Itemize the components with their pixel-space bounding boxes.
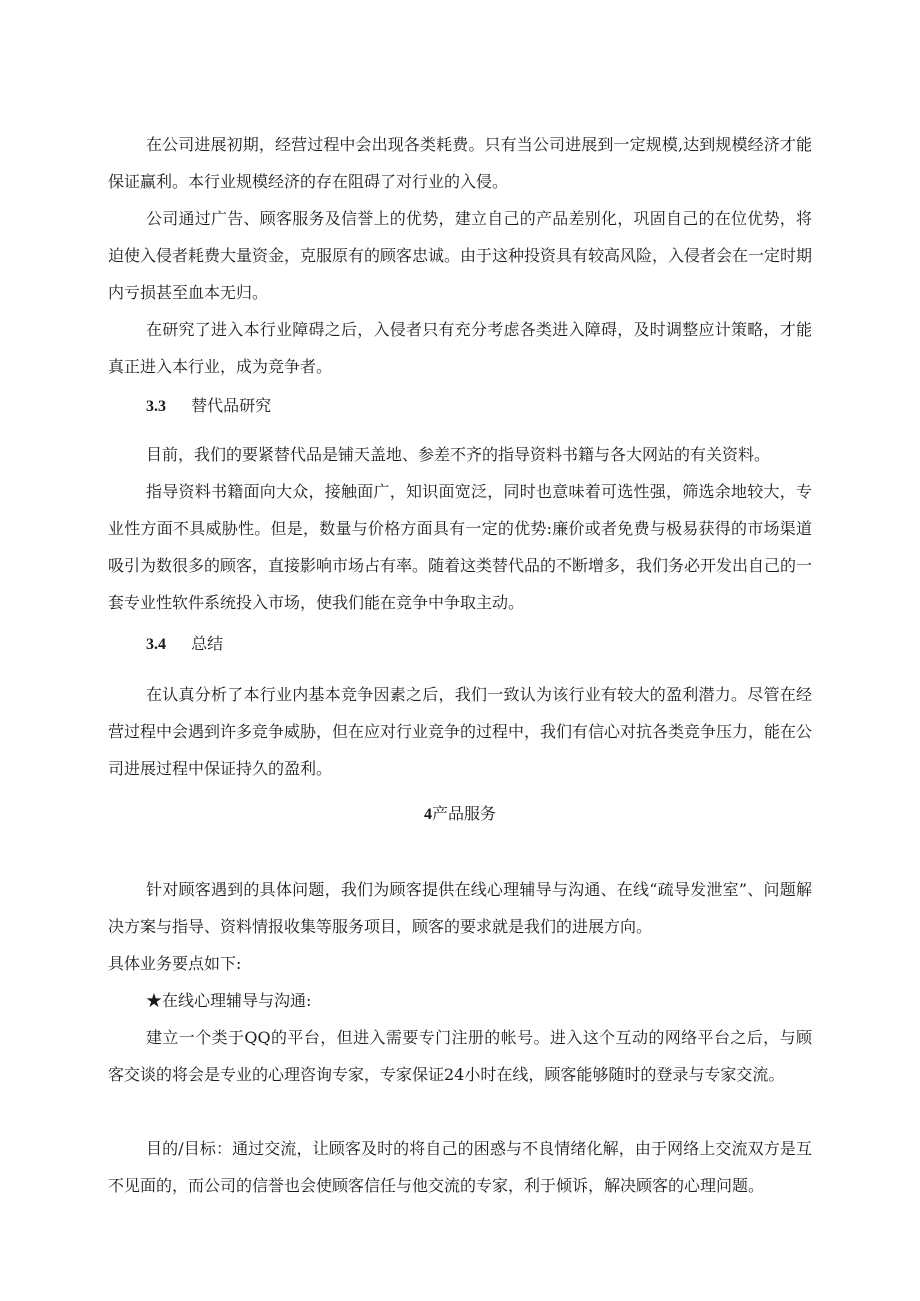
paragraph-summary: 在认真分析了本行业内基本竞争因素之后，我们一致认为该行业有较大的盈利潜力。尽管在经营过程中会遇到许多竞争威胁，但在应对行业竞争的过程中，我们有信心对抗各类竞争压力，能在公司进展过程中保证持久的盈利。 [108,685,813,778]
chapter-title: 产品服务 [431,804,496,823]
paragraph-entry-barriers: 在研究了进入本行业障碍之后，入侵者只有充分考虑各类进入障碍，及时调整应计策略，才能真正进入本行业，成为竞争者。 [108,320,812,376]
paragraph-substitutes-analysis: 指导资料书籍面向大众，接触面广，知识面宽泛，同时也意味着可选性强，筛选余地较大，专业性方面不具威胁性。但是，数量与价格方面具有一定的优势:廉价或者免费与极易获得的市场渠道吸引为数很多的顾客，直接影响市场占有率。随着这类替代品的不断增多，我们务必开发出自己的一套专业性软件系统投入市场，使我们能在竞争中争取主动。 [108,482,813,612]
paragraph-economies-of-scale: 在公司进展初期，经营过程中会出现各类耗费。只有当公司进展到一定规模,达到规模经济才能保证赢利。本行业规模经济的存在阻碍了对行业的入侵。 [108,135,812,191]
chapter-heading-4 [0,801,920,824]
paragraph-online-counseling-heading: ★在线心理辅导与沟通: [146,991,312,1010]
section-number: 3.4 [146,636,166,653]
section-heading-3-3 [146,393,271,416]
paragraph-substitutes-intro: 目前，我们的要紧替代品是铺天盖地、参差不齐的指导资料书籍与各大网站的有关资料。 [146,445,771,464]
paragraph-goals: 目的/目标：通过交流，让顾客及时的将自己的困惑与不良情绪化解，由于网络上交流双方是互不见面的，而公司的信誉也会使顾客信任与他交流的专家，利于倾诉，解决顾客的心理问题。 [108,1139,812,1195]
paragraph-product-differentiation: 公司通过广告、顾客服务及信誉上的优势，建立自己的产品差别化，巩固自己的在位优势，将迫使入侵者耗费大量资金，克服原有的顾客忠诚。由于这种投资具有较高风险，入侵者会在一定时期内亏损甚至血本无归。 [108,209,813,302]
paragraph-platform-description: 建立一个类于QQ的平台，但进入需要专门注册的帐号。进入这个互动的网络平台之后，与顾客交谈的将会是专业的心理咨询专家，专家保证24小时在线，顾客能够随时的登录与专家交流。 [108,1028,812,1084]
paragraph-services-overview: 针对顾客遇到的具体问题，我们为顾客提供在线心理辅导与沟通、在线“疏导发泄室”、问题解决方案与指导、资料情报收集等服务项目，顾客的要求就是我们的进展方向。 [108,880,812,936]
section-title: 总结 [191,634,224,653]
section-number: 3.3 [146,398,166,415]
section-heading-3-4 [146,631,223,654]
chapter-number: 4 [423,806,432,823]
paragraph-business-points: 具体业务要点如下: [108,954,242,973]
section-title: 替代品研究 [191,396,272,415]
